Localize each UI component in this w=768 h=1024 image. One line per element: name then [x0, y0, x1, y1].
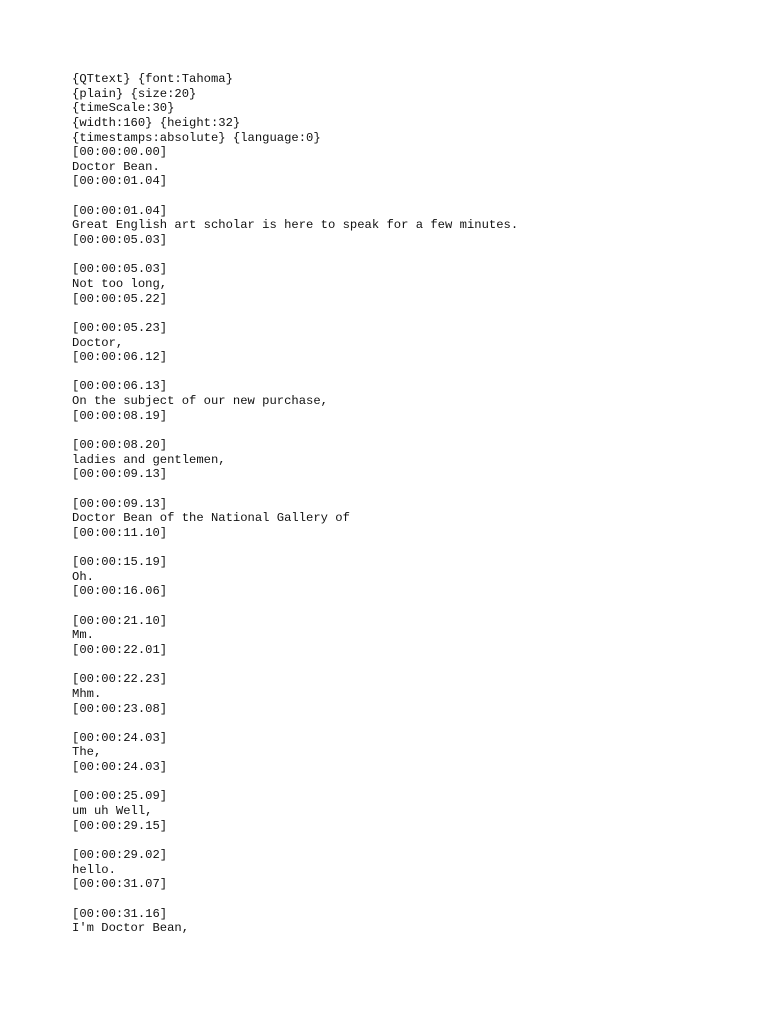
blank-line: [72, 365, 752, 380]
cue-block: [72, 145, 752, 204]
cue-start-timestamp: [00:00:21.10]: [72, 613, 168, 628]
cue-end-timestamp: [00:00:29.15]: [72, 818, 168, 833]
cue-block: [72, 614, 752, 673]
cue-text: The,: [72, 745, 102, 760]
cue-end-timestamp: [00:00:23.08]: [72, 701, 168, 716]
cue-text: On the subject of our new purchase,: [72, 394, 328, 409]
cue-text: I'm Doctor Bean,: [72, 921, 190, 936]
cue-end-timestamp: [00:00:24.03]: [72, 760, 168, 775]
cue-block: [72, 379, 752, 438]
cue-start-timestamp: [00:00:29.02]: [72, 847, 168, 862]
blank-line: [72, 658, 752, 673]
cue-end-timestamp: [00:00:05.22]: [72, 291, 168, 306]
cue-end-timestamp: [00:00:08.19]: [72, 408, 168, 423]
cue-block: [72, 848, 752, 907]
cue-text: ladies and gentlemen,: [72, 452, 226, 467]
cue-start-timestamp: [00:00:05.03]: [72, 262, 168, 277]
cue-text: hello.: [72, 862, 116, 877]
cue-text: Oh.: [72, 569, 94, 584]
cue-end-timestamp: [00:00:16.06]: [72, 584, 168, 599]
cue-start-timestamp: [00:00:06.13]: [72, 379, 168, 394]
cue-block: [72, 438, 752, 497]
header-line: {timeScale:30}: [72, 101, 175, 116]
cue-block: [72, 321, 752, 380]
cue-start-timestamp: [00:00:09.13]: [72, 496, 168, 511]
cue-block: [72, 731, 752, 790]
cue-text: Great English art scholar is here to speak for a few minutes.: [72, 218, 519, 233]
cue-text: Doctor Bean.: [72, 159, 160, 174]
blank-line: [72, 248, 752, 263]
cue-end-timestamp: [00:00:22.01]: [72, 642, 168, 657]
blank-line: [72, 482, 752, 497]
cue-block: [72, 497, 752, 556]
blank-line: [72, 541, 752, 556]
cue-block: [72, 204, 752, 263]
cue-list: [72, 145, 752, 936]
cue-block: [72, 672, 752, 731]
transcript-document: [72, 72, 752, 936]
blank-line: [72, 599, 752, 614]
blank-line: [72, 423, 752, 438]
blank-line: [72, 306, 752, 321]
cue-end-timestamp: [00:00:01.04]: [72, 174, 168, 189]
blank-line: [72, 716, 752, 731]
cue-block: [72, 907, 752, 936]
cue-end-timestamp: [00:00:05.03]: [72, 233, 168, 248]
cue-end-timestamp: [00:00:11.10]: [72, 525, 168, 540]
cue-start-timestamp: [00:00:22.23]: [72, 672, 168, 687]
cue-end-timestamp: [00:00:31.07]: [72, 877, 168, 892]
cue-start-timestamp: [00:00:24.03]: [72, 730, 168, 745]
cue-start-timestamp: [00:00:25.09]: [72, 789, 168, 804]
header-line: {width:160} {height:32}: [72, 115, 241, 130]
blank-line: [72, 189, 752, 204]
cue-text: Doctor,: [72, 335, 124, 350]
header-line: {QTtext} {font:Tahoma}: [72, 72, 233, 86]
cue-block: [72, 789, 752, 848]
cue-text: um uh Well,: [72, 804, 153, 819]
cue-block: [72, 555, 752, 614]
header-line: {timestamps:absolute} {language:0}: [72, 130, 321, 145]
cue-start-timestamp: [00:00:08.20]: [72, 438, 168, 453]
cue-start-timestamp: [00:00:01.04]: [72, 203, 168, 218]
cue-block: [72, 262, 752, 321]
cue-start-timestamp: [00:00:15.19]: [72, 555, 168, 570]
header-line: {plain} {size:20}: [72, 86, 197, 101]
cue-end-timestamp: [00:00:06.12]: [72, 350, 168, 365]
cue-start-timestamp: [00:00:31.16]: [72, 906, 168, 921]
blank-line: [72, 892, 752, 907]
cue-start-timestamp: [00:00:05.23]: [72, 320, 168, 335]
blank-line: [72, 775, 752, 790]
cue-start-timestamp: [00:00:00.00]: [72, 145, 168, 160]
cue-text: Mhm.: [72, 686, 102, 701]
header-block: [72, 72, 752, 145]
cue-text: Not too long,: [72, 276, 168, 291]
blank-line: [72, 833, 752, 848]
cue-text: Doctor Bean of the National Gallery of: [72, 511, 350, 526]
cue-end-timestamp: [00:00:09.13]: [72, 467, 168, 482]
cue-text: Mm.: [72, 628, 94, 643]
